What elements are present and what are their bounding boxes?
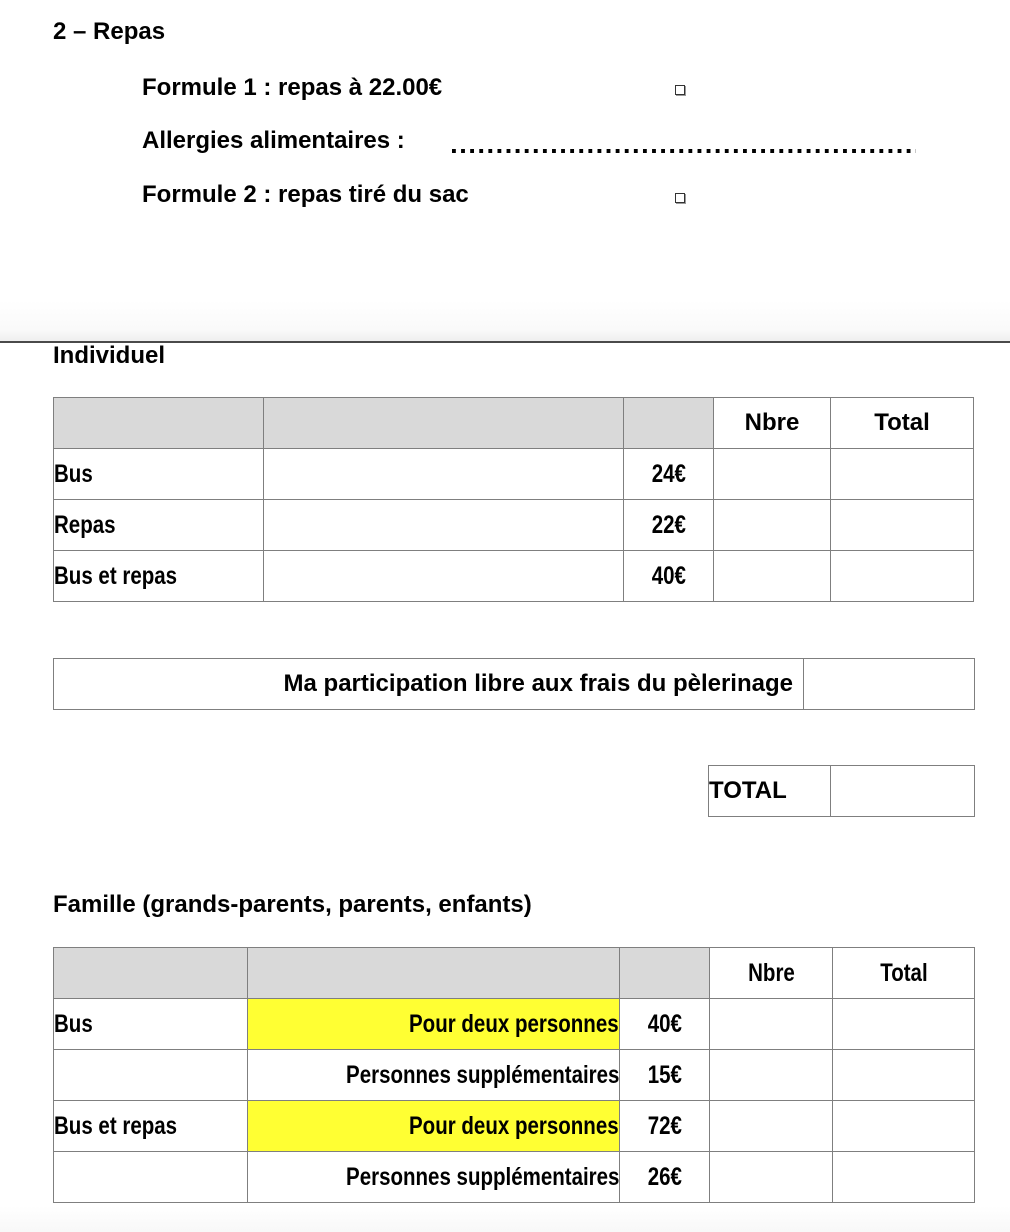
- row-description-cell: [264, 449, 624, 500]
- famille-heading: Famille (grands-parents, parents, enfants): [53, 891, 532, 918]
- row-price-cell: [624, 551, 714, 602]
- row-label-cell: [54, 1152, 248, 1203]
- row-label-cell: [54, 1101, 248, 1152]
- row-price: 72€: [647, 1111, 682, 1140]
- row-nbre-input[interactable]: [714, 449, 831, 500]
- row-price: 40€: [647, 1009, 682, 1038]
- header-total-label: Total: [879, 958, 928, 987]
- formule1-checkbox[interactable]: [675, 85, 685, 95]
- row-description-cell-highlighted: [248, 999, 620, 1050]
- formule2-label: Formule 2 : repas tiré du sac: [142, 181, 469, 208]
- row-description: Personnes supplémentaires: [345, 1060, 619, 1089]
- header-nbre: [710, 948, 833, 999]
- individuel-table: [53, 397, 974, 602]
- total-label: TOTAL: [709, 766, 831, 817]
- row-label: Bus: [54, 1009, 93, 1038]
- row-price-cell: [620, 1050, 710, 1101]
- row-description: Personnes supplémentaires: [345, 1162, 619, 1191]
- row-total-input[interactable]: [831, 500, 974, 551]
- row-total-input[interactable]: [833, 1101, 975, 1152]
- page-shadow: [0, 300, 1010, 342]
- header-cell: [54, 948, 248, 999]
- row-label: Bus et repas: [54, 1111, 178, 1140]
- header-cell: [624, 398, 714, 449]
- header-nbre-label: Nbre: [747, 958, 795, 987]
- participation-table: [53, 658, 975, 710]
- row-label-cell: [54, 500, 264, 551]
- header-cell: [264, 398, 624, 449]
- row-label-cell: [54, 1050, 248, 1101]
- header-cell: [248, 948, 620, 999]
- row-label-cell: [54, 449, 264, 500]
- row-label-cell: [54, 999, 248, 1050]
- table-header-row: [54, 948, 975, 999]
- row-price: 26€: [647, 1162, 682, 1191]
- participation-label: Ma participation libre aux frais du pèlerinage: [54, 659, 804, 710]
- table-row: [54, 449, 974, 500]
- table-row: [54, 1101, 975, 1152]
- row-nbre-input[interactable]: [710, 1050, 833, 1101]
- page-bottom-shadow: [0, 1206, 1010, 1232]
- row-price: 15€: [647, 1060, 682, 1089]
- table-row: [54, 551, 974, 602]
- row-label: Repas: [54, 510, 116, 539]
- famille-table: [53, 947, 975, 1203]
- row-nbre-input[interactable]: [714, 500, 831, 551]
- participation-row: [54, 659, 975, 710]
- formule1-label: Formule 1 : repas à 22.00€: [142, 74, 443, 101]
- header-total: [831, 398, 974, 449]
- row-label: Bus et repas: [54, 561, 178, 590]
- row-price-cell: [624, 449, 714, 500]
- row-price-cell: [620, 1101, 710, 1152]
- header-total-label: Total: [874, 409, 930, 436]
- table-header-row: [54, 398, 974, 449]
- table-row: [54, 1050, 975, 1101]
- formule2-checkbox[interactable]: [675, 193, 685, 203]
- row-total-input[interactable]: [833, 1152, 975, 1203]
- row-nbre-input[interactable]: [710, 1152, 833, 1203]
- row-price-cell: [624, 500, 714, 551]
- table-row: [54, 1152, 975, 1203]
- allergies-input-dotted-line[interactable]: [452, 149, 916, 153]
- section-title-repas: 2 – Repas: [53, 18, 166, 45]
- row-price-cell: [620, 1152, 710, 1203]
- row-description-cell: [248, 1050, 620, 1101]
- row-price: 22€: [651, 510, 686, 539]
- header-total: [833, 948, 975, 999]
- row-description-cell: [264, 500, 624, 551]
- row-description-cell: [248, 1152, 620, 1203]
- row-price: 40€: [651, 561, 686, 590]
- row-price-cell: [620, 999, 710, 1050]
- row-nbre-input[interactable]: [714, 551, 831, 602]
- row-total-input[interactable]: [833, 1050, 975, 1101]
- row-description-cell-highlighted: [248, 1101, 620, 1152]
- table-row: [54, 999, 975, 1050]
- total-row: [709, 766, 975, 817]
- participation-input[interactable]: [804, 659, 975, 710]
- total-input[interactable]: [831, 766, 975, 817]
- row-description: Pour deux personnes: [409, 1111, 619, 1140]
- row-label: Bus: [54, 459, 93, 488]
- header-cell: [54, 398, 264, 449]
- row-nbre-input[interactable]: [710, 1101, 833, 1152]
- allergies-label: Allergies alimentaires :: [142, 127, 405, 154]
- row-description: Pour deux personnes: [409, 1009, 619, 1038]
- individuel-heading: Individuel: [53, 342, 166, 369]
- header-cell: [620, 948, 710, 999]
- row-total-input[interactable]: [833, 999, 975, 1050]
- table-row: [54, 500, 974, 551]
- row-label-cell: [54, 551, 264, 602]
- row-price: 24€: [651, 459, 686, 488]
- row-total-input[interactable]: [831, 551, 974, 602]
- row-total-input[interactable]: [831, 449, 974, 500]
- header-nbre: [714, 398, 831, 449]
- header-nbre-label: Nbre: [744, 409, 800, 436]
- row-description-cell: [264, 551, 624, 602]
- total-table: [708, 765, 975, 817]
- row-nbre-input[interactable]: [710, 999, 833, 1050]
